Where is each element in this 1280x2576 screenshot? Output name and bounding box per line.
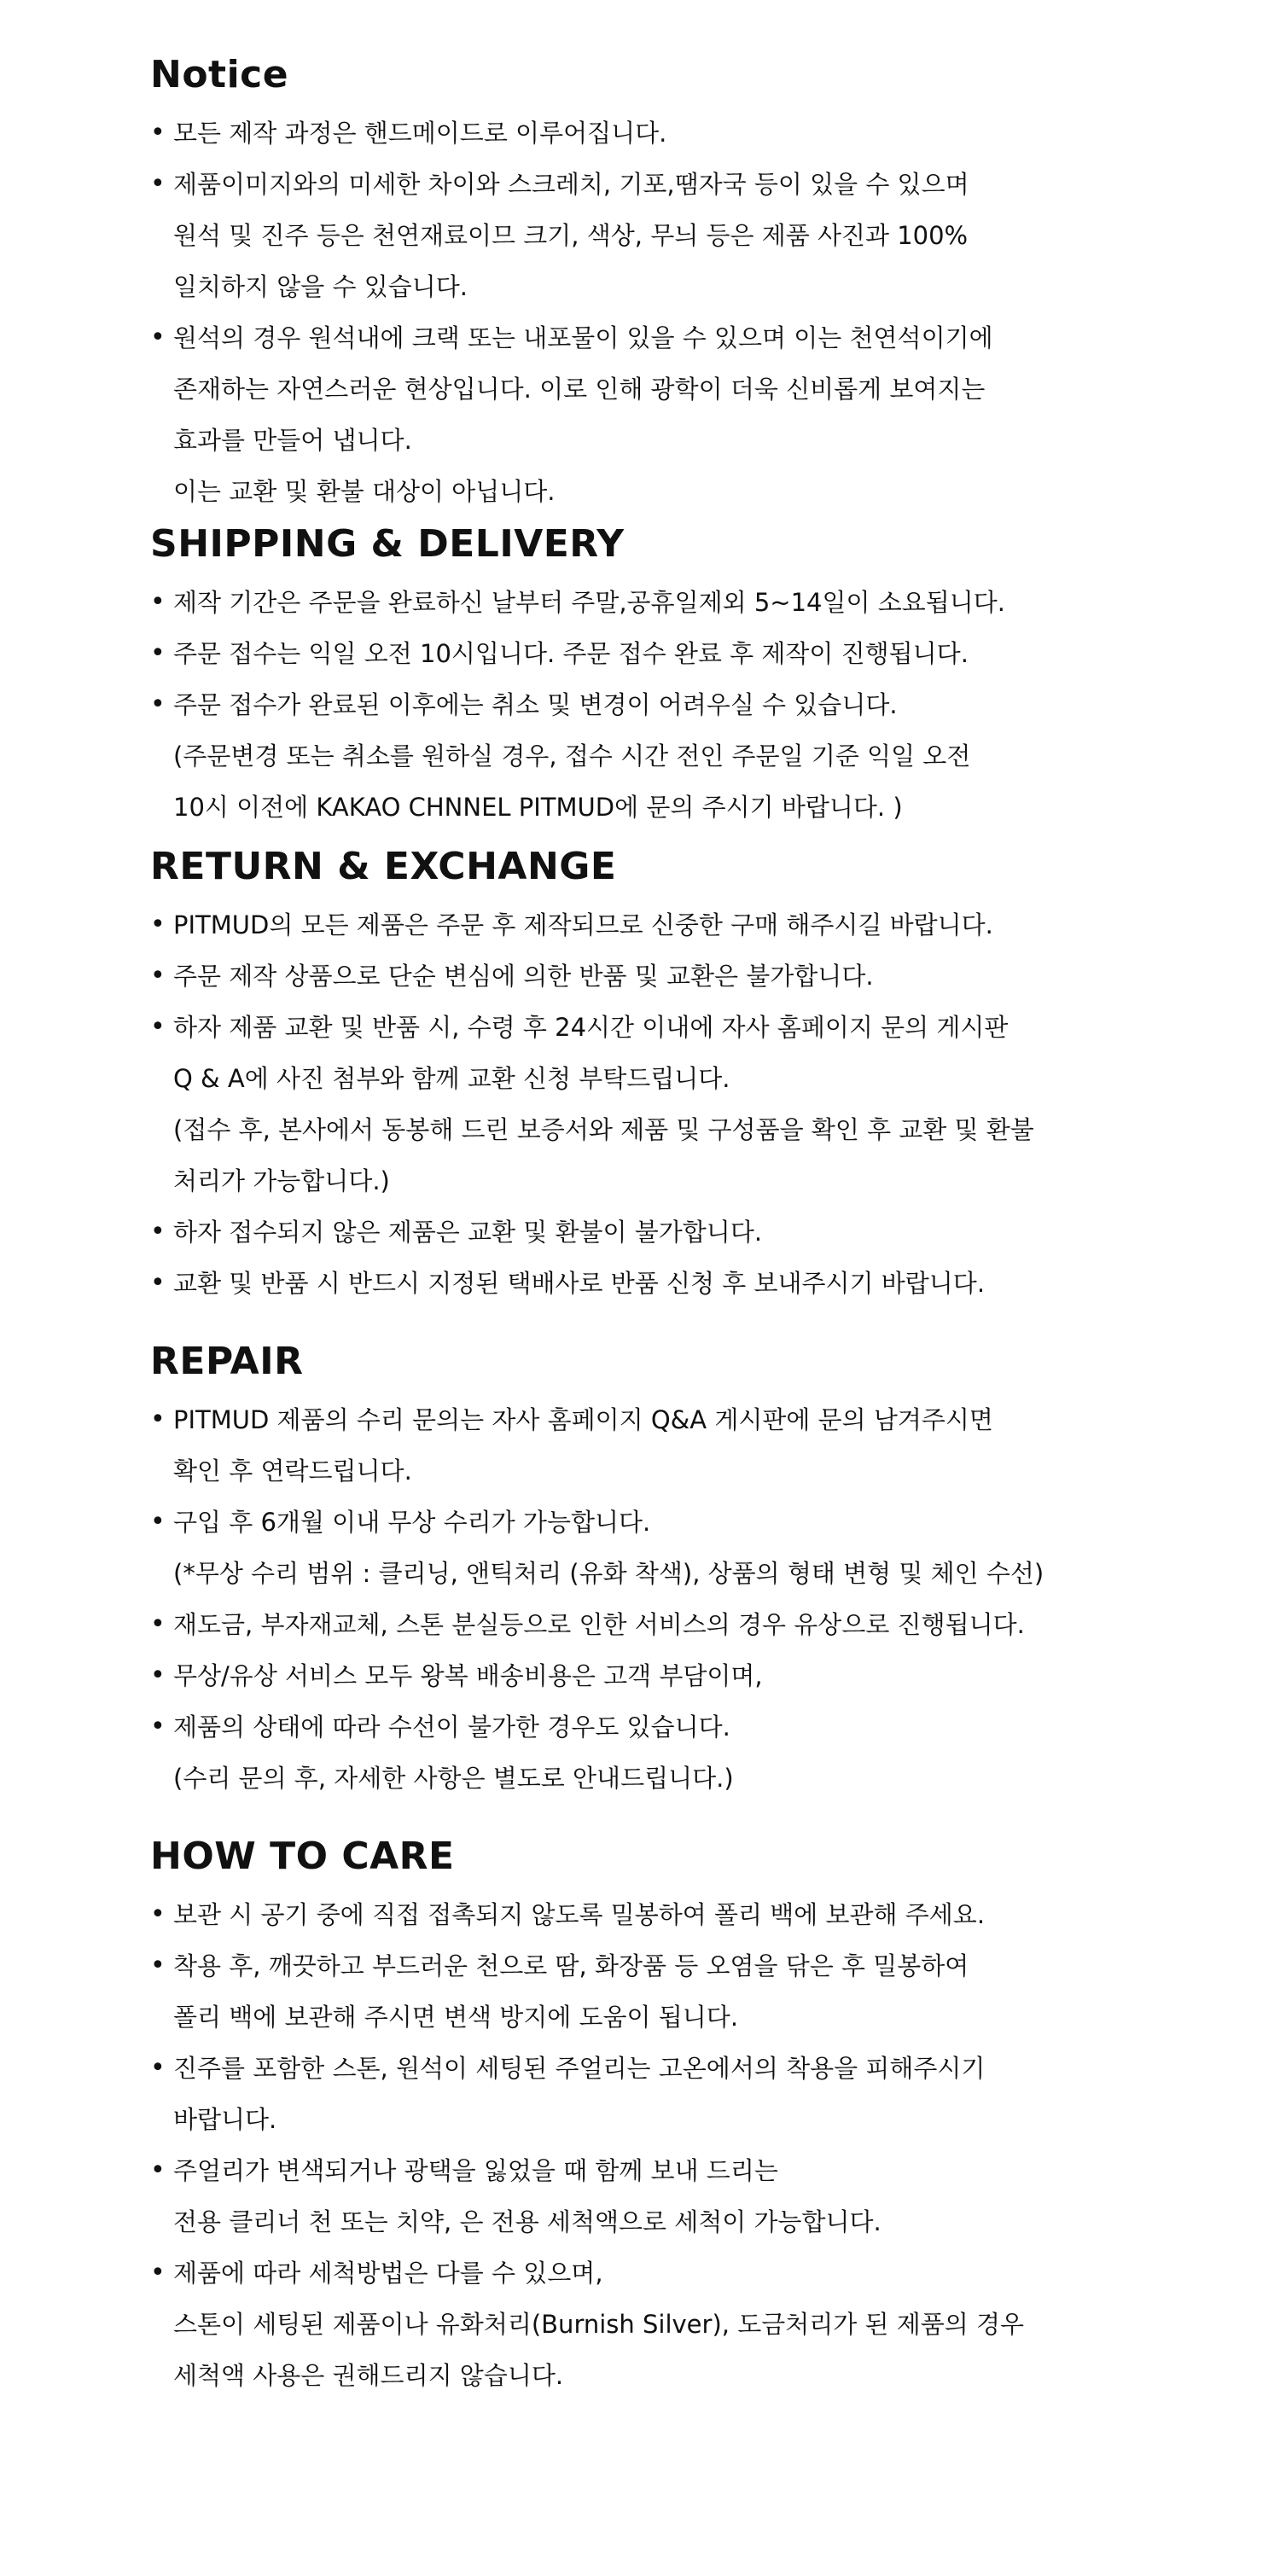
list-item-text: 하자 제품 교환 및 반품 시, 수령 후 24시간 이내에 자사 홈페이지 문의 게시판 — [173, 1013, 1009, 1042]
list-item-text: PITMUD의 모든 제품은 주문 후 제작되므로 신중한 구매 해주시길 바랍니다. — [173, 910, 993, 939]
bullet-icon: • — [150, 689, 166, 719]
list-item-text: 효과를 만들어 냅니다. — [173, 426, 412, 455]
bullet-icon: • — [150, 1507, 166, 1537]
notice-section — [150, 51, 1191, 517]
list-item-text: 제작 기간은 주문을 완료하신 날부터 주말,공휴일제외 5~14일이 소요됩니다. — [173, 588, 1006, 617]
list-item-text: 처리가 가능합니다.) — [173, 1166, 390, 1195]
list-item — [150, 2145, 1191, 2247]
bullet-icon: • — [150, 323, 166, 352]
list-item — [150, 628, 1191, 679]
notice-list — [150, 108, 1191, 517]
section-title-repair: REPAIR — [150, 1340, 304, 1383]
bullet-icon: • — [150, 638, 166, 668]
list-item-text: Q & A에 사진 첨부와 함께 교환 신청 부탁드립니다. — [173, 1064, 730, 1093]
list-item-text: 교환 및 반품 시 반드시 지정된 택배사로 반품 신청 후 보내주시기 바랍니다. — [173, 1269, 986, 1298]
shipping-list — [150, 577, 1191, 833]
bullet-icon: • — [150, 1951, 166, 1980]
bullet-icon: • — [150, 1609, 166, 1639]
list-item-text: 확인 후 연락드립니다. — [173, 1457, 412, 1486]
list-item-text: 원석의 경우 원석내에 크랙 또는 내포물이 있을 수 있으며 이는 천연석이기에 — [173, 323, 993, 352]
list-item-text: 진주를 포함한 스톤, 원석이 세팅된 주얼리는 고온에서의 착용을 피해주시기 — [173, 2054, 986, 2083]
list-item — [150, 2247, 1191, 2401]
list-item-text: 이는 교환 및 환불 대상이 아닙니다. — [173, 477, 556, 506]
bullet-icon: • — [150, 1404, 166, 1434]
bullet-icon: • — [150, 1899, 166, 1929]
list-item — [150, 108, 1191, 159]
list-item — [150, 1650, 1191, 1701]
list-item-text: 주문 접수는 익일 오전 10시입니다. 주문 접수 완료 후 제작이 진행됩니다. — [173, 639, 969, 668]
bullet-icon: • — [150, 1217, 166, 1247]
list-item — [150, 1394, 1191, 1497]
bullet-icon: • — [150, 1012, 166, 1042]
list-item-text: 주문 접수가 완료된 이후에는 취소 및 변경이 어려우실 수 있습니다. — [173, 690, 898, 719]
list-item — [150, 1002, 1191, 1207]
list-item-text: 스톤이 세팅된 제품이나 유화처리(Burnish Silver), 도금처리가 된 제품의 경우 — [173, 2310, 1025, 2339]
return-list — [150, 899, 1191, 1309]
list-item-text: PITMUD 제품의 수리 문의는 자사 홈페이지 Q&A 게시판에 문의 남겨주시면 — [173, 1405, 993, 1434]
bullet-icon: • — [150, 118, 166, 148]
bullet-icon: • — [150, 1712, 166, 1742]
list-item-text: 폴리 백에 보관해 주시면 변색 방지에 도움이 됩니다. — [173, 2003, 739, 2032]
list-item — [150, 1940, 1191, 2043]
bullet-icon: • — [150, 1660, 166, 1690]
list-item-text: 무상/유상 서비스 모두 왕복 배송비용은 고객 부담이며, — [173, 1661, 763, 1690]
bullet-icon: • — [150, 2053, 166, 2083]
list-item-text: (수리 문의 후, 자세한 사항은 별도로 안내드립니다.) — [173, 1764, 734, 1793]
list-item — [150, 1889, 1191, 1940]
list-item-text: 일치하지 않을 수 있습니다. — [173, 272, 468, 301]
list-item-text: 바랍니다. — [173, 2105, 277, 2134]
repair-section — [150, 1338, 1191, 1804]
list-item — [150, 312, 1191, 517]
section-title-notice: Notice — [150, 53, 289, 96]
return-section — [150, 843, 1191, 1309]
list-item — [150, 1701, 1191, 1804]
repair-list — [150, 1394, 1191, 1804]
bullet-icon: • — [150, 169, 166, 199]
list-item-text: 제품의 상태에 따라 수선이 불가한 경우도 있습니다. — [173, 1712, 730, 1742]
bullet-icon: • — [150, 2155, 166, 2185]
section-title-care: HOW TO CARE — [150, 1835, 455, 1878]
list-item-text: 10시 이전에 KAKAO CHNNEL PITMUD에 문의 주시기 바랍니다. ) — [173, 793, 903, 822]
list-item — [150, 679, 1191, 833]
list-item — [150, 159, 1191, 312]
care-list — [150, 1889, 1191, 2401]
section-title-shipping: SHIPPING & DELIVERY — [150, 522, 625, 566]
list-item-text: 주얼리가 변색되거나 광택을 잃었을 때 함께 보내 드리는 — [173, 2156, 778, 2185]
bullet-icon: • — [150, 910, 166, 939]
list-item-text: (*무상 수리 범위 : 클리닝, 앤틱처리 (유화 착색), 상품의 형태 변형 및 체인 수선) — [173, 1559, 1044, 1588]
list-item — [150, 1497, 1191, 1599]
list-item — [150, 2043, 1191, 2145]
list-item — [150, 1599, 1191, 1650]
list-item-text: 제품이미지와의 미세한 차이와 스크레치, 기포,땜자국 등이 있을 수 있으며 — [173, 170, 969, 199]
section-title-return: RETURN & EXCHANGE — [150, 845, 617, 888]
care-guide-page — [150, 51, 1191, 2401]
bullet-icon: • — [150, 1268, 166, 1298]
list-item — [150, 1207, 1191, 1258]
bullet-icon: • — [150, 961, 166, 991]
list-item-text: 존재하는 자연스러운 현상입니다. 이로 인해 광학이 더욱 신비롭게 보여지는 — [173, 375, 986, 404]
care-section — [150, 1833, 1191, 2401]
list-item — [150, 577, 1191, 628]
list-item-text: 재도금, 부자재교체, 스톤 분실등으로 인한 서비스의 경우 유상으로 진행됩니다. — [173, 1610, 1025, 1639]
list-item — [150, 1258, 1191, 1309]
list-item-text: 구입 후 6개월 이내 무상 수리가 가능합니다. — [173, 1508, 651, 1537]
list-item-text: 세척액 사용은 권해드리지 않습니다. — [173, 2361, 564, 2390]
bullet-icon: • — [150, 2258, 166, 2288]
list-item-text: (주문변경 또는 취소를 원하실 경우, 접수 시간 전인 주문일 기준 익일 오전 — [173, 741, 971, 770]
shipping-section — [150, 520, 1191, 833]
list-item-text: 하자 접수되지 않은 제품은 교환 및 환불이 불가합니다. — [173, 1218, 763, 1247]
list-item — [150, 899, 1191, 951]
list-item-text: 원석 및 진주 등은 천연재료이므 크기, 색상, 무늬 등은 제품 사진과 100% — [173, 221, 969, 250]
list-item-text: 주문 제작 상품으로 단순 변심에 의한 반품 및 교환은 불가합니다. — [173, 962, 874, 991]
list-item-text: (접수 후, 본사에서 동봉해 드린 보증서와 제품 및 구성품을 확인 후 교환 및 환불 — [173, 1115, 1034, 1144]
list-item-text: 제품에 따라 세척방법은 다를 수 있으며, — [173, 2259, 603, 2288]
list-item-text: 보관 시 공기 중에 직접 접촉되지 않도록 밀봉하여 폴리 백에 보관해 주세요. — [173, 1900, 986, 1929]
bullet-icon: • — [150, 587, 166, 617]
list-item-text: 전용 클리너 천 또는 치약, 은 전용 세척액으로 세척이 가능합니다. — [173, 2207, 881, 2236]
list-item-text: 착용 후, 깨끗하고 부드러운 천으로 땀, 화장품 등 오염을 닦은 후 밀봉하여 — [173, 1951, 969, 1980]
list-item-text: 모든 제작 과정은 핸드메이드로 이루어집니다. — [173, 119, 667, 148]
list-item — [150, 951, 1191, 1002]
